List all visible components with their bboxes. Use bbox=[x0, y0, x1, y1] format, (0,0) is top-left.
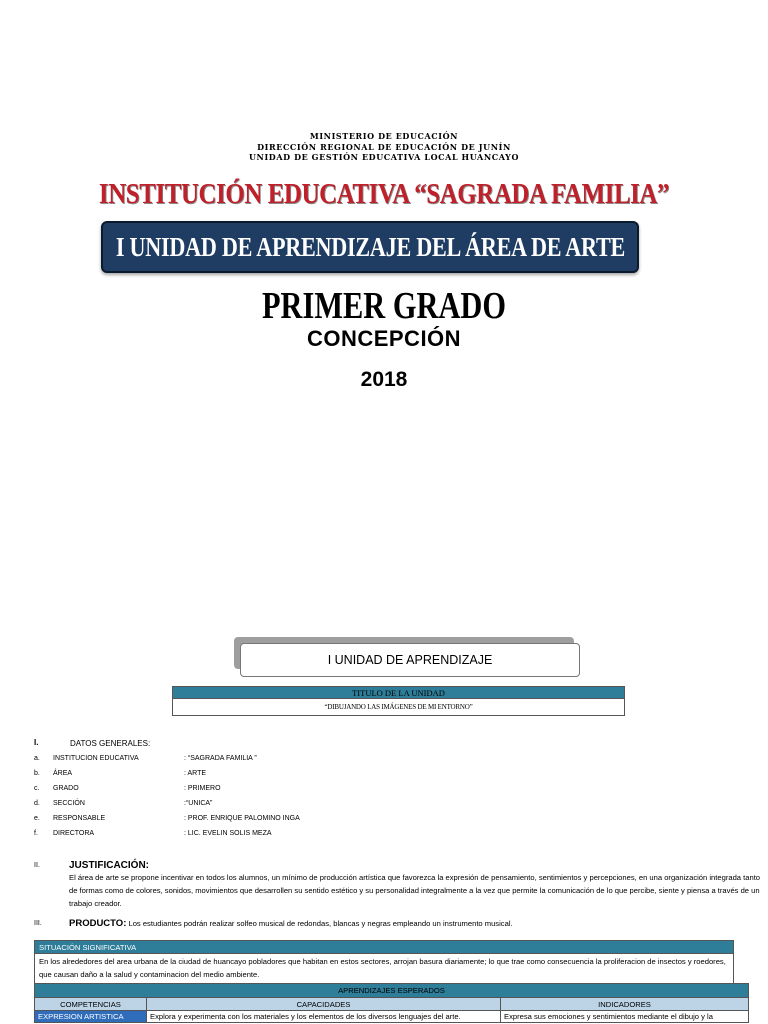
row-letter: b. bbox=[34, 770, 40, 777]
unit-title-header: TITULO DE LA UNIDAD bbox=[173, 687, 625, 699]
section-number: III. bbox=[34, 920, 42, 927]
unit-title-table bbox=[172, 686, 625, 716]
aprendizajes-header: APRENDIZAJES ESPERADOS bbox=[35, 984, 749, 998]
column-header: CAPACIDADES bbox=[147, 998, 501, 1011]
grade-title: PRIMER GRADO bbox=[261, 285, 507, 327]
section-number: II. bbox=[34, 862, 40, 869]
column-header: INDICADORES bbox=[501, 998, 749, 1011]
row-label: INSTITUCION EDUCATIVA bbox=[53, 755, 139, 762]
row-value: : ARTE bbox=[184, 770, 207, 777]
datos-heading: DATOS GENERALES: bbox=[70, 739, 151, 748]
year: 2018 bbox=[360, 368, 408, 391]
row-letter: d. bbox=[34, 800, 40, 807]
justificacion-text: El área de arte se propone incentivar en todos los alumnos, un mínimo de producción artística que favorezca la expresión de pensamiento, sentimientos y percepciones, en una organización integrada tanto de formas como de colores, sonidos, movimientos que desarrollen su sentido estético y su personalidad integralmente a la vez que permite la comunicación de lo que percibe, siente y piensa a través de un trabajo creador. bbox=[69, 873, 761, 908]
subtitle: CONCEPCIÓN bbox=[306, 326, 462, 351]
row-label: DIRECTORA bbox=[53, 830, 95, 837]
row-letter: c. bbox=[34, 785, 40, 792]
capacidad-cell: Explora y experimenta con los materiales y los elementos de los diversos lenguajes del arte. bbox=[147, 1011, 501, 1023]
indicador-cell: Expresa sus emociones y sentimientos mediante el dibujo y la bbox=[501, 1011, 749, 1023]
row-value: : PROF. ENRIQUE PALOMINO INGA bbox=[184, 815, 300, 822]
unit-banner bbox=[101, 221, 639, 273]
school-title: INSTITUCIÓN EDUCATIVA “SAGRADA FAMILIA” bbox=[98, 178, 670, 210]
aprendizajes-table bbox=[34, 983, 749, 1023]
producto-text: Los estudiantes podrán realizar solfeo musical de redondas, blancas y negras empleando un instrumento musical. bbox=[128, 919, 513, 928]
column-header: COMPETENCIAS bbox=[35, 998, 147, 1011]
row-value: : “SAGRADA FAMILIA ” bbox=[184, 755, 257, 762]
row-value: : LIC. EVELIN SOLIS MEZA bbox=[184, 830, 272, 837]
datos-heading-row bbox=[34, 738, 434, 750]
section-number: I. bbox=[34, 738, 39, 747]
row-letter: e. bbox=[34, 815, 40, 822]
justificacion-heading: JUSTIFICACIÓN: bbox=[69, 860, 149, 871]
unit-box: I UNIDAD DE APRENDIZAJE bbox=[240, 643, 580, 677]
producto-heading: PRODUCTO: bbox=[69, 918, 127, 929]
ministry-line: MINISTERIO DE EDUCACIÓN bbox=[309, 131, 459, 141]
row-label: SECCIÓN bbox=[53, 800, 85, 807]
unit-banner-text: I UNIDAD DE APRENDIZAJE DEL ÁREA DE ARTE bbox=[115, 231, 625, 262]
ministry-header bbox=[0, 131, 768, 163]
unit-title-value: “DIBUJANDO LAS IMÁGENES DE MI ENTORNO” bbox=[173, 699, 625, 716]
row-letter: f. bbox=[34, 830, 38, 837]
regional-direction-line: DIRECCIÓN REGIONAL DE EDUCACIÓN DE JUNÍN bbox=[257, 141, 511, 152]
row-label: RESPONSABLE bbox=[53, 815, 106, 822]
row-letter: a. bbox=[34, 755, 40, 762]
row-label: GRADO bbox=[53, 785, 79, 792]
row-value: :“UNICA” bbox=[184, 800, 213, 807]
situacion-table bbox=[34, 940, 734, 987]
situacion-header: SITUACIÓN SIGNIFICATIVA bbox=[35, 941, 734, 954]
competencia-cell: EXPRESION ARTISTICA bbox=[35, 1011, 147, 1023]
ugel-line: UNIDAD DE GESTIÓN EDUCATIVA LOCAL HUANCAYO bbox=[248, 152, 520, 162]
row-value: : PRIMERO bbox=[184, 785, 221, 792]
row-label: ÁREA bbox=[53, 770, 73, 777]
producto-row bbox=[69, 918, 513, 929]
situacion-text: En los alrededores del area urbana de la ciudad de huancayo pobladores que habitan en estos sectores, arrojan basura diariamente; lo que trae como consecuencia la proliferacion de insectos y roedores, que causan daño a la salud y contaminacion del medio ambiente. bbox=[35, 954, 734, 987]
